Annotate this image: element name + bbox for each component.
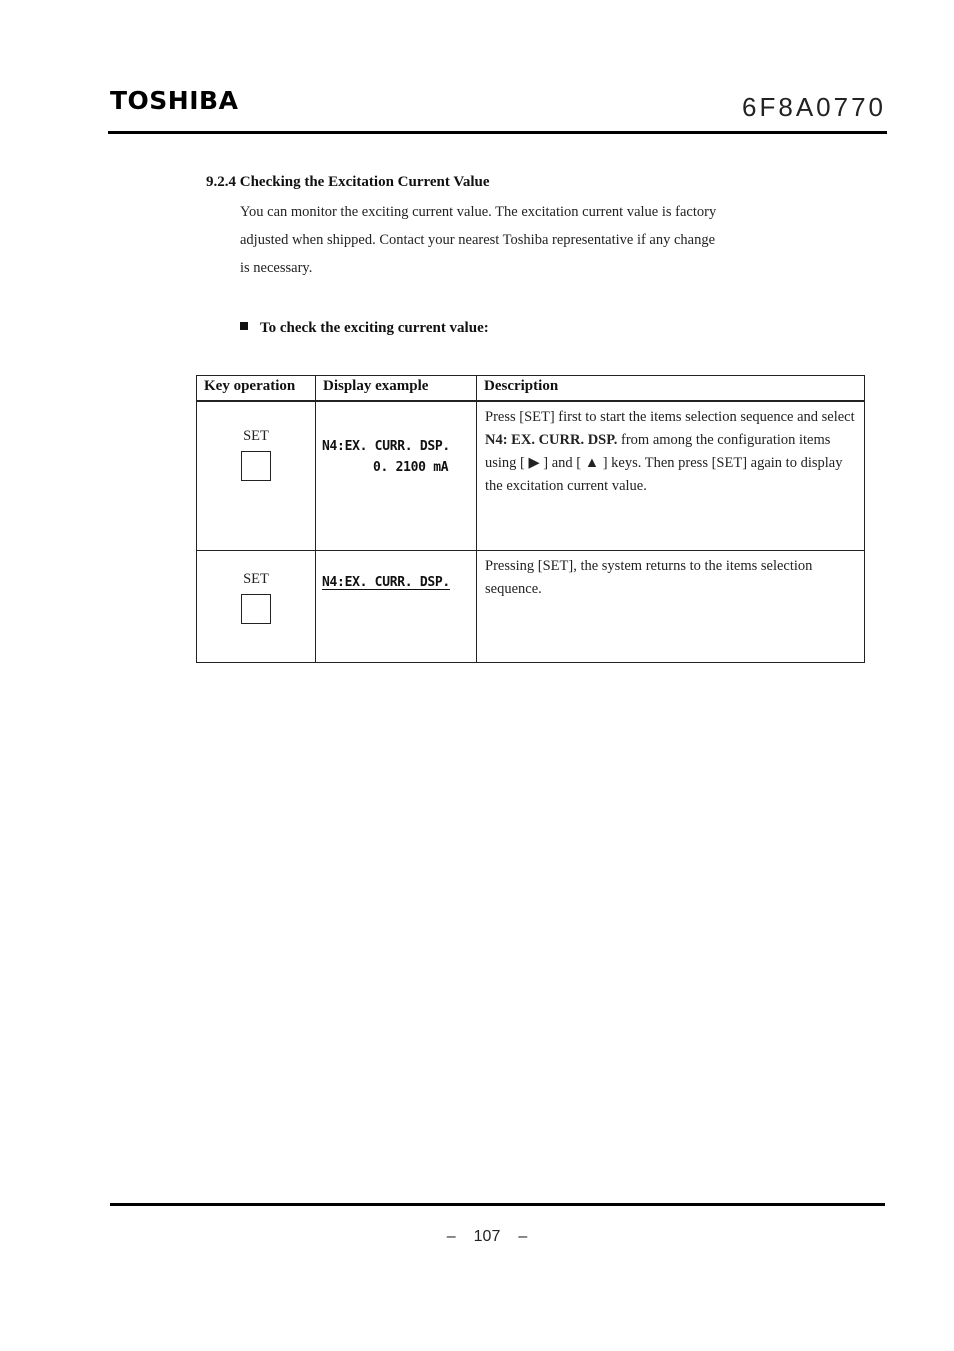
intro-paragraph — [240, 198, 820, 282]
display-line: 0. 2100 mA — [373, 460, 449, 475]
paragraph-line: is necessary. — [240, 260, 313, 276]
dash: – — [446, 1228, 456, 1245]
header-rule — [108, 131, 887, 134]
table-header-row — [197, 376, 865, 402]
table-row — [197, 551, 865, 663]
brand-logo: TOSHIBA — [110, 86, 239, 115]
section-heading: 9.2.4 Checking the Excitation Current Value — [206, 174, 490, 190]
key-operation-table — [196, 375, 865, 663]
description-cell — [477, 401, 865, 551]
column-header: Description — [477, 376, 865, 402]
description-cell: Pressing [SET], the system returns to the items selection sequence. — [477, 551, 865, 663]
key-operation-cell — [197, 401, 316, 551]
paragraph-line: You can monitor the exciting current value. The excitation current value is factory — [240, 204, 717, 220]
document-number: 6F8A0770 — [742, 92, 886, 122]
display-example-cell — [316, 551, 477, 663]
bullet-square-icon — [240, 322, 248, 330]
key-label: SET — [243, 571, 269, 587]
bullet-text: To check the exciting current value: — [260, 320, 489, 336]
description-bold: N4: EX. CURR. DSP. — [485, 432, 618, 448]
bullet-heading — [240, 320, 489, 337]
page-number-footer — [0, 1228, 954, 1246]
key-operation-cell — [197, 551, 316, 663]
page-number: 107 — [473, 1228, 501, 1245]
display-line: N4:EX. CURR. DSP. — [322, 575, 450, 590]
dash: – — [518, 1228, 528, 1245]
key-label: SET — [243, 428, 269, 444]
display-example-cell — [316, 401, 477, 551]
table-row — [197, 401, 865, 551]
set-key-icon — [241, 451, 271, 481]
footer-rule — [110, 1203, 885, 1206]
display-line: N4:EX. CURR. DSP. — [322, 439, 450, 454]
column-header: Key operation — [197, 376, 316, 402]
description-text: Press [SET] first to start the items selection sequence and select — [485, 409, 855, 425]
paragraph-line: adjusted when shipped. Contact your nearest Toshiba representative if any change — [240, 232, 716, 248]
description-text: from among the configuration items using [ ▶ ] and [ ▲ ] keys. Then press [SET] again to display the excitation current value. — [485, 432, 843, 494]
column-header: Display example — [316, 376, 477, 402]
set-key-icon — [241, 594, 271, 624]
